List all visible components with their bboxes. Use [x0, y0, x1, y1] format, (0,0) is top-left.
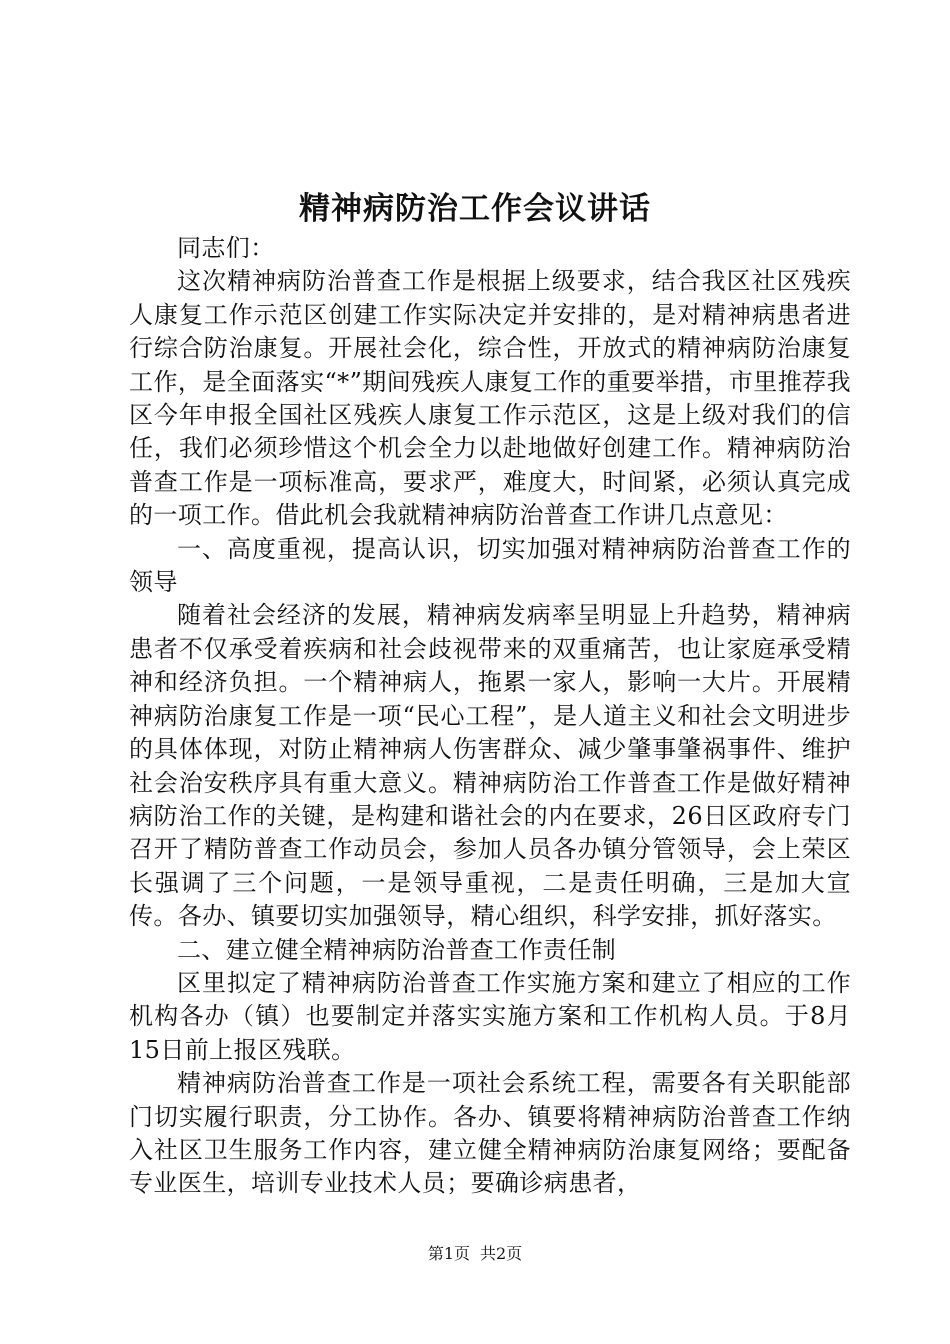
section-heading-1: 一、高度重视，提高认识，切实加强对精神病防治普查工作的领导	[129, 534, 851, 597]
section-1-paragraph: 随着社会经济的发展，精神病发病率呈明显上升趋势，精神病患者不仅承受着疾病和社会歧视带来的双重痛苦，也让家庭承受精神和经济负担。一个精神病人，拖累一家人，影响一大片。开展精神病防治康复工作是一项“民心工程”，是人道主义和社会文明进步的具体体现，对防止精神病人伤害群众、减少肇事肇祸事件、维护社会治安秩序具有重大意义。精神病防治工作普查工作是做好精神病防治工作的关键，是构建和谐社会的内在要求，26日区政府专门召开了精防普查工作动员会，参加人员各办镇分管领导，会上荣区长强调了三个问题，一是领导重视，二是责任明确，三是加大宣传。各办、镇要切实加强领导，精心组织，科学安排，抓好落实。	[129, 601, 851, 931]
document-body	[129, 232, 851, 1201]
page-footer	[0, 1242, 950, 1266]
document-title: 精神病防治工作会议讲话	[299, 191, 651, 227]
section-2-paragraph-2: 精神病防治普查工作是一项社会系统工程，需要各有关职能部门切实履行职责，分工协作。各办、镇要将精神病防治普查工作纳入社区卫生服务工作内容，建立健全精神病防治康复网络；要配备专业医生，培训专业技术人员；要确诊病患者，	[129, 1069, 851, 1198]
section-heading-2: 二、建立健全精神病防治普查工作责任制	[177, 935, 617, 964]
page-total: 共2页	[480, 1244, 523, 1263]
salutation-paragraph: 同志们：	[177, 234, 275, 262]
page-number: 第1页	[427, 1244, 470, 1263]
section-2-paragraph-1: 区里拟定了精神病防治普查工作实施方案和建立了相应的工作机构各办（镇）也要制定并落实实施方案和工作机构人员。于8月15日前上报区残联。	[129, 968, 851, 1064]
intro-paragraph: 这次精神病防治普查工作是根据上级要求，结合我区社区残疾人康复工作示范区创建工作实际决定并安排的，是对精神病患者进行综合防治康复。开展社会化，综合性，开放式的精神病防治康复工作，是全面落实“*”期间残疾人康复工作的重要举措，市里推荐我区今年申报全国社区残疾人康复工作示范区，这是上级对我们的信任，我们必须珍惜这个机会全力以赴地做好创建工作。精神病防治普查工作是一项标准高，要求严，难度大，时间紧，必须认真完成的一项工作。借此机会我就精神病防治普查工作讲几点意见：	[129, 267, 851, 530]
